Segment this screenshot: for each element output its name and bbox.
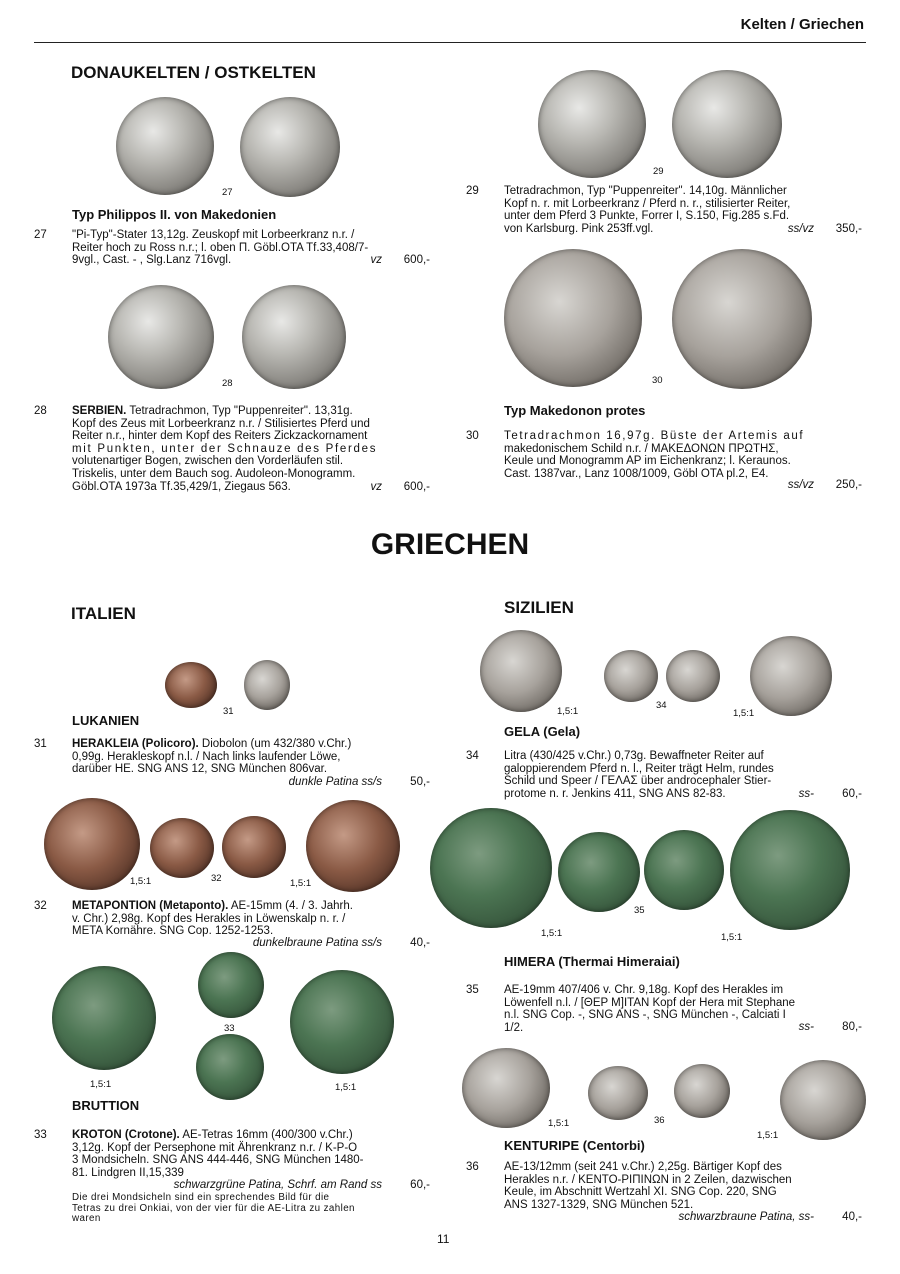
lot-condition-31: dunkle Patina ss/s: [288, 776, 382, 788]
section-title-griechen: GRIECHEN: [370, 528, 530, 561]
lot-price-27: 600,-: [403, 254, 430, 266]
coin-image-30-reverse: [672, 249, 812, 389]
lot-number-33: 33: [34, 1129, 47, 1141]
subhead-gela: GELA (Gela): [504, 724, 581, 739]
lot-condition-35: ss-: [798, 1021, 814, 1033]
coin-image-36-reverse: [674, 1064, 730, 1118]
coin-image-31-reverse: [244, 660, 290, 710]
subhead-kenturipe: KENTURIPE (Centorbi): [504, 1138, 645, 1153]
lot-number-31: 31: [34, 738, 47, 750]
subhead-bruttion: BRUTTION: [72, 1098, 140, 1113]
figure-label-32: 32: [211, 873, 222, 884]
coin-image-29-reverse: [672, 70, 782, 178]
coin-image-32-reverse-enlarged: [306, 800, 400, 892]
lot-price-30: 250,-: [835, 479, 862, 491]
lot-number-36: 36: [466, 1161, 479, 1173]
coin-image-28-reverse: [242, 285, 346, 389]
subhead-makedonon: Typ Makedonon protes: [504, 403, 646, 418]
lot-description-28: SERBIEN. Tetradrachmon, Typ "Puppenreiter". 13,31g. Kopf des Zeus mit Lorbeerkranz n.r. / Stilisiertes Pferd und Reiter n.r., hinter dem Kopf des Reiters Zickzackornament mit Punkten, unter der Schnauze des Pferdes volutenartiger Bogen, zwischen den Vorderläufen stil. Triskelis, unter dem Bauch sog. Audoleon-Monogramm. Göbl.OTA 1973a Tf.35,429/1, Ziegaus 563.: [72, 405, 378, 493]
lot-condition-32: dunkelbraune Patina ss/s: [252, 937, 382, 949]
lot-price-29: 350,-: [835, 223, 862, 235]
coin-image-33-obverse: [198, 952, 264, 1018]
lot-condition-28: vz: [370, 481, 382, 493]
scale-label-36a: 1,5:1: [548, 1118, 570, 1129]
lot-price-34: 60,-: [842, 788, 862, 800]
lot-description-33: KROTON (Crotone). AE-Tetras 16mm (400/300 v.Chr.) 3,12g. Kopf der Persephone mit Ährenkranz n.r. / K-P-O 3 Mondsicheln. SNG ANS 444-446, SNG München 1480- 81. Lindgren II,15,339: [72, 1129, 364, 1179]
coin-image-31-obverse: [165, 662, 217, 708]
lot-price-35: 80,-: [842, 1021, 862, 1033]
lot-price-32: 40,-: [410, 937, 430, 949]
lot-condition-34: ss-: [798, 788, 814, 800]
figure-label-29: 29: [653, 166, 664, 177]
scale-label-32a: 1,5:1: [130, 876, 152, 887]
lot-note-33: Die drei Mondsicheln sind ein sprechendes Bild für die Tetras zu drei Onkiai, von der vier für die AE-Litra zu zahlen waren: [72, 1192, 355, 1224]
coin-image-27-obverse: [116, 97, 214, 195]
lot-description-27: "Pi-Typ"-Stater 13,12g. Zeuskopf mit Lorbeerkranz n.r. / Reiter hoch zu Ross n.r.; l. oben Π. Göbl.OTA Tf.33,408/7- 9vgl., Cast. - , Slg.Lanz 716vgl.: [72, 229, 369, 267]
scale-label-35a: 1,5:1: [541, 928, 563, 939]
coin-image-34-obverse-enlarged: [480, 630, 562, 712]
lot-condition-27: vz: [370, 254, 382, 266]
lot-description-36: AE-13/12mm (seit 241 v.Chr.) 2,25g. Bärtiger Kopf des Herakles n.r. / ΚΕΝΤΟ-ΡΙΠΙΝΩΝ in 2 Zeilen, dazwischen Keule, im Abschnitt Wertzahl XI. SNG Cop. 220, SNG ANS 1327-1329, SNG München 521.: [504, 1161, 792, 1211]
coin-image-36-reverse-enlarged: [780, 1060, 866, 1140]
figure-label-27: 27: [222, 187, 233, 198]
lot-number-35: 35: [466, 984, 479, 996]
lot-description-31: HERAKLEIA (Policoro). Diobolon (um 432/380 v.Chr.) 0,99g. Herakleskopf n.l. / Nach links laufender Löwe, darüber HE. SNG ANS 12, SNG München 806var.: [72, 738, 352, 776]
coin-image-28-obverse: [108, 285, 214, 389]
figure-label-36: 36: [654, 1115, 665, 1126]
coin-image-36-obverse-enlarged: [462, 1048, 550, 1128]
figure-label-28: 28: [222, 378, 233, 389]
running-header: Kelten / Griechen: [740, 16, 864, 33]
lot-number-28: 28: [34, 405, 47, 417]
scale-label-34b: 1,5:1: [733, 708, 755, 719]
lot-price-31: 50,-: [410, 776, 430, 788]
coin-image-32-reverse: [222, 816, 286, 878]
lot-description-30: Tetradrachmon 16,97g. Büste der Artemis auf makedonischem Schild n.r. / ΜΑΚΕΔΟΝΩΝ ΠΡΩΤΗΣ, Keule und Monogramm AP im Eichenkranz; l. Keraunos. Cast. 1387var., Lanz 1008/1009, Göbl OTA pl.2, E4.: [504, 430, 805, 480]
lot-price-33: 60,-: [410, 1179, 430, 1191]
scale-label-33b: 1,5:1: [335, 1082, 357, 1093]
scale-label-34a: 1,5:1: [557, 706, 579, 717]
coin-image-35-reverse-enlarged: [730, 810, 850, 930]
lot-description-29: Tetradrachmon, Typ "Puppenreiter". 14,10g. Männlicher Kopf n. r. mit Lorbeerkranz / Pferd n. r., stilisierter Reiter, unter dem Pferd 3 Punkte, Forrer I, S.150, Fig.285 s.Fd. von Karlsburg. Pink 253ff.vgl.: [504, 185, 791, 235]
page-number: 11: [437, 1232, 450, 1246]
lot-description-32: METAPONTION (Metaponto). AE-15mm (4. / 3. Jahrh. v. Chr.) 2,98g. Kopf des Herakles in Löwenskalp n. r. / META Kornähre. SNG Cop. 1252-1253.: [72, 900, 353, 938]
coin-image-33-reverse: [196, 1034, 264, 1100]
subhead-philippos: Typ Philippos II. von Makedonien: [72, 207, 277, 222]
lot-price-36: 40,-: [842, 1211, 862, 1223]
coin-image-32-obverse: [150, 818, 214, 878]
coin-image-34-reverse-enlarged: [750, 636, 832, 716]
subhead-lukanien: LUKANIEN: [72, 713, 140, 728]
figure-label-30: 30: [652, 375, 663, 386]
coin-image-33-reverse-enlarged: [290, 970, 394, 1074]
scale-label-36b: 1,5:1: [757, 1130, 779, 1141]
section-title-sizilien: SIZILIEN: [504, 598, 574, 617]
scale-label-32b: 1,5:1: [290, 878, 312, 889]
coin-image-36-obverse: [588, 1066, 648, 1120]
figure-label-31: 31: [223, 706, 234, 717]
coin-image-27-reverse: [240, 97, 340, 197]
lot-number-27: 27: [34, 229, 47, 241]
lot-number-29: 29: [466, 185, 479, 197]
figure-label-35: 35: [634, 905, 645, 916]
header-rule: [34, 42, 866, 43]
figure-label-34: 34: [656, 700, 667, 711]
lot-number-32: 32: [34, 900, 47, 912]
coin-image-35-reverse: [644, 830, 724, 910]
section-title-italien: ITALIEN: [71, 604, 136, 623]
lot-description-34: Litra (430/425 v.Chr.) 0,73g. Bewaffneter Reiter auf galoppierendem Pferd n. l., Reiter trägt Helm, rundes Schild und Speer / ΓΕΛΑΣ über androcephaler Stier- protome n. r. Jenkins 411, SNG ANS 82-83.: [504, 750, 774, 800]
subhead-himera: HIMERA (Thermai Himeraiai): [504, 954, 680, 969]
coin-image-32-obverse-enlarged: [44, 798, 140, 890]
lot-description-35: AE-19mm 407/406 v. Chr. 9,18g. Kopf des Herakles im Löwenfell n.l. / [ΘΕΡ Μ]ΙΤΑΝ Kopf der Hera mit Stephane n.l. SNG Cop. -, SNG ANS -, SNG München -, Calciati I 1/2.: [504, 984, 796, 1034]
coin-image-30-obverse: [504, 249, 642, 387]
scale-label-35b: 1,5:1: [721, 932, 743, 943]
coin-image-35-obverse: [558, 832, 640, 912]
lot-condition-29: ss/vz: [787, 223, 814, 235]
coin-image-34-reverse: [666, 650, 720, 702]
section-title-donaukelten: DONAUKELTEN / OSTKELTEN: [71, 63, 316, 82]
lot-number-34: 34: [466, 750, 479, 762]
scale-label-33a: 1,5:1: [90, 1079, 112, 1090]
lot-number-30: 30: [466, 430, 479, 442]
figure-label-33: 33: [224, 1023, 235, 1034]
lot-condition-33: schwarzgrüne Patina, Schrf. am Rand ss: [173, 1179, 382, 1191]
lot-condition-36: schwarzbraune Patina, ss-: [678, 1211, 814, 1223]
coin-image-35-obverse-enlarged: [430, 808, 552, 928]
coin-image-33-obverse-enlarged: [52, 966, 156, 1070]
lot-condition-30: ss/vz: [787, 479, 814, 491]
coin-image-34-obverse: [604, 650, 658, 702]
coin-image-29-obverse: [538, 70, 646, 178]
lot-price-28: 600,-: [403, 481, 430, 493]
